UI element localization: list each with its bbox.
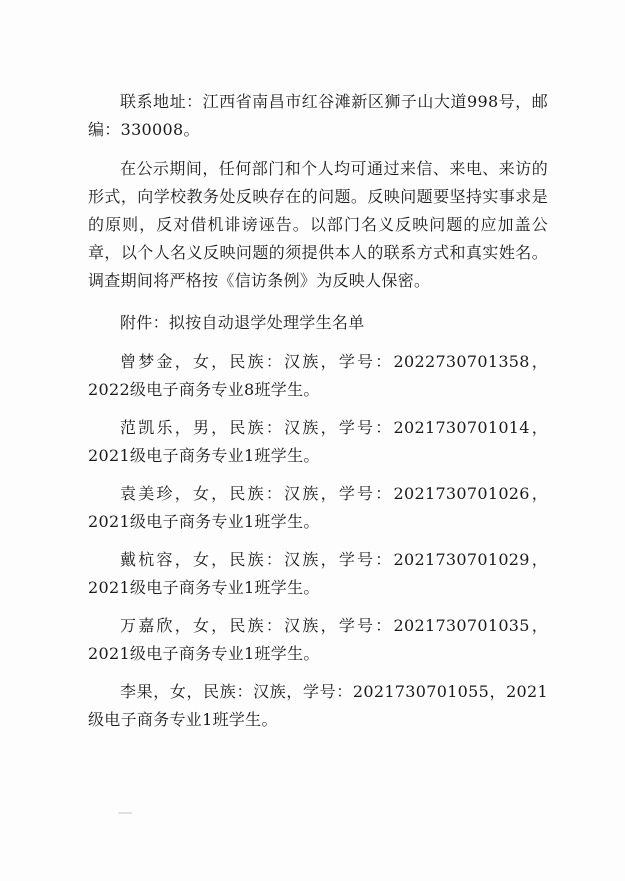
student-entry: 曾梦金，女，民族：汉族，学号：2022730701358，2022级电子商务专业8班学生。 xyxy=(88,352,548,399)
student-entry: 万嘉欣，女，民族：汉族，学号：2021730701035，2021级电子商务专业1班学生。 xyxy=(88,616,548,663)
student-list xyxy=(88,348,548,734)
student-entry: 范凯乐，男，民族：汉族，学号：2021730701014，2021级电子商务专业1班学生。 xyxy=(88,418,548,465)
scan-smudge xyxy=(118,812,132,814)
contact-address-paragraph: 联系地址：江西省南昌市红谷滩新区狮子山大道998号，邮编：330008。 xyxy=(88,92,548,139)
student-entry: 李果，女，民族：汉族，学号：2021730701055，2021级电子商务专业1班学生。 xyxy=(88,682,548,729)
student-entry: 戴杭容，女，民族：汉族，学号：2021730701029，2021级电子商务专业1班学生。 xyxy=(88,550,548,597)
attachment-title: 附件：拟按自动退学处理学生名单 xyxy=(120,313,365,332)
document-body xyxy=(88,88,548,734)
public-notice-paragraph: 在公示期间，任何部门和个人均可通过来信、来电、来访的形式，向学校教务处反映存在的问题。反映问题要坚持实事求是的原则，反对借机诽谤诬告。以部门名义反映问题的应加盖公章，以个人名义反映问题的须提供本人的联系方式和真实姓名。调查期间将严格按《信访条例》为反映人保密。 xyxy=(88,159,548,290)
student-entry: 袁美珍，女，民族：汉族，学号：2021730701026，2021级电子商务专业1班学生。 xyxy=(88,484,548,531)
